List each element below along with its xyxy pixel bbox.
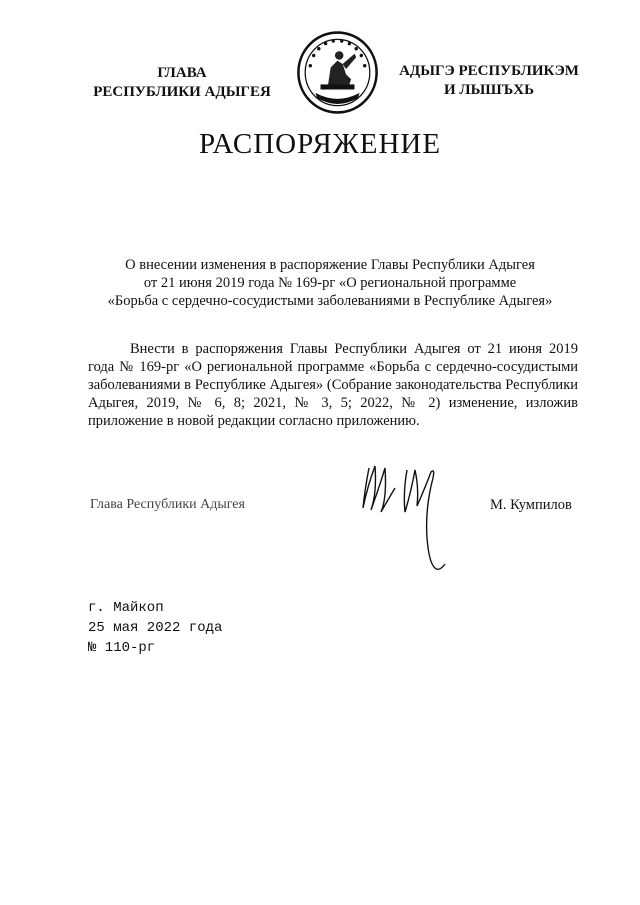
header-right-line2: И ЛЫШЪХЬ <box>443 82 535 98</box>
subject-line: «Борьба с сердечно-сосудистыми заболеваниями в Республике Адыгея» <box>107 293 553 309</box>
footer-date: 25 мая 2022 года <box>88 620 223 636</box>
document-subject <box>80 256 580 310</box>
footer-city: г. Майкоп <box>88 600 164 616</box>
subject-line: О внесении изменения в распоряжение Главы Республики Адыгея <box>125 257 535 273</box>
document-footer <box>88 598 222 658</box>
document-body <box>88 340 578 430</box>
republic-emblem-icon <box>295 30 380 115</box>
header-left-line2: РЕСПУБЛИКИ АДЫГЕЯ <box>93 84 271 100</box>
footer-number: № 110-рг <box>88 640 156 656</box>
document-title: РАСПОРЯЖЕНИЕ <box>198 128 442 160</box>
signatory-name: М. Кумпилов <box>490 497 572 513</box>
signatory-position: Глава Республики Адыгея <box>90 497 245 512</box>
header-left <box>82 64 282 102</box>
body-text: Внести в распоряжения Главы Республики Адыгея от 21 июня 2019 года № 169-рг «О региональной программе «Борьба с сердечно-сосудистыми заболеваниями в Республике Адыгея» (Собрание законодательства Республики Адыгея, 2019, № 6, 8; 2021, № 3, 5; 2022, № 2) изменение, изложив приложение в новой редакции согласно приложению. <box>88 341 578 429</box>
header-right-line1: АДЫГЭ РЕСПУБЛИКЭМ <box>399 63 579 79</box>
header-right <box>384 62 594 100</box>
handwritten-signature-icon <box>355 448 475 588</box>
subject-line: от 21 июня 2019 года № 169-рг «О региональной программе <box>143 275 517 291</box>
header-left-line1: ГЛАВА <box>157 65 207 81</box>
